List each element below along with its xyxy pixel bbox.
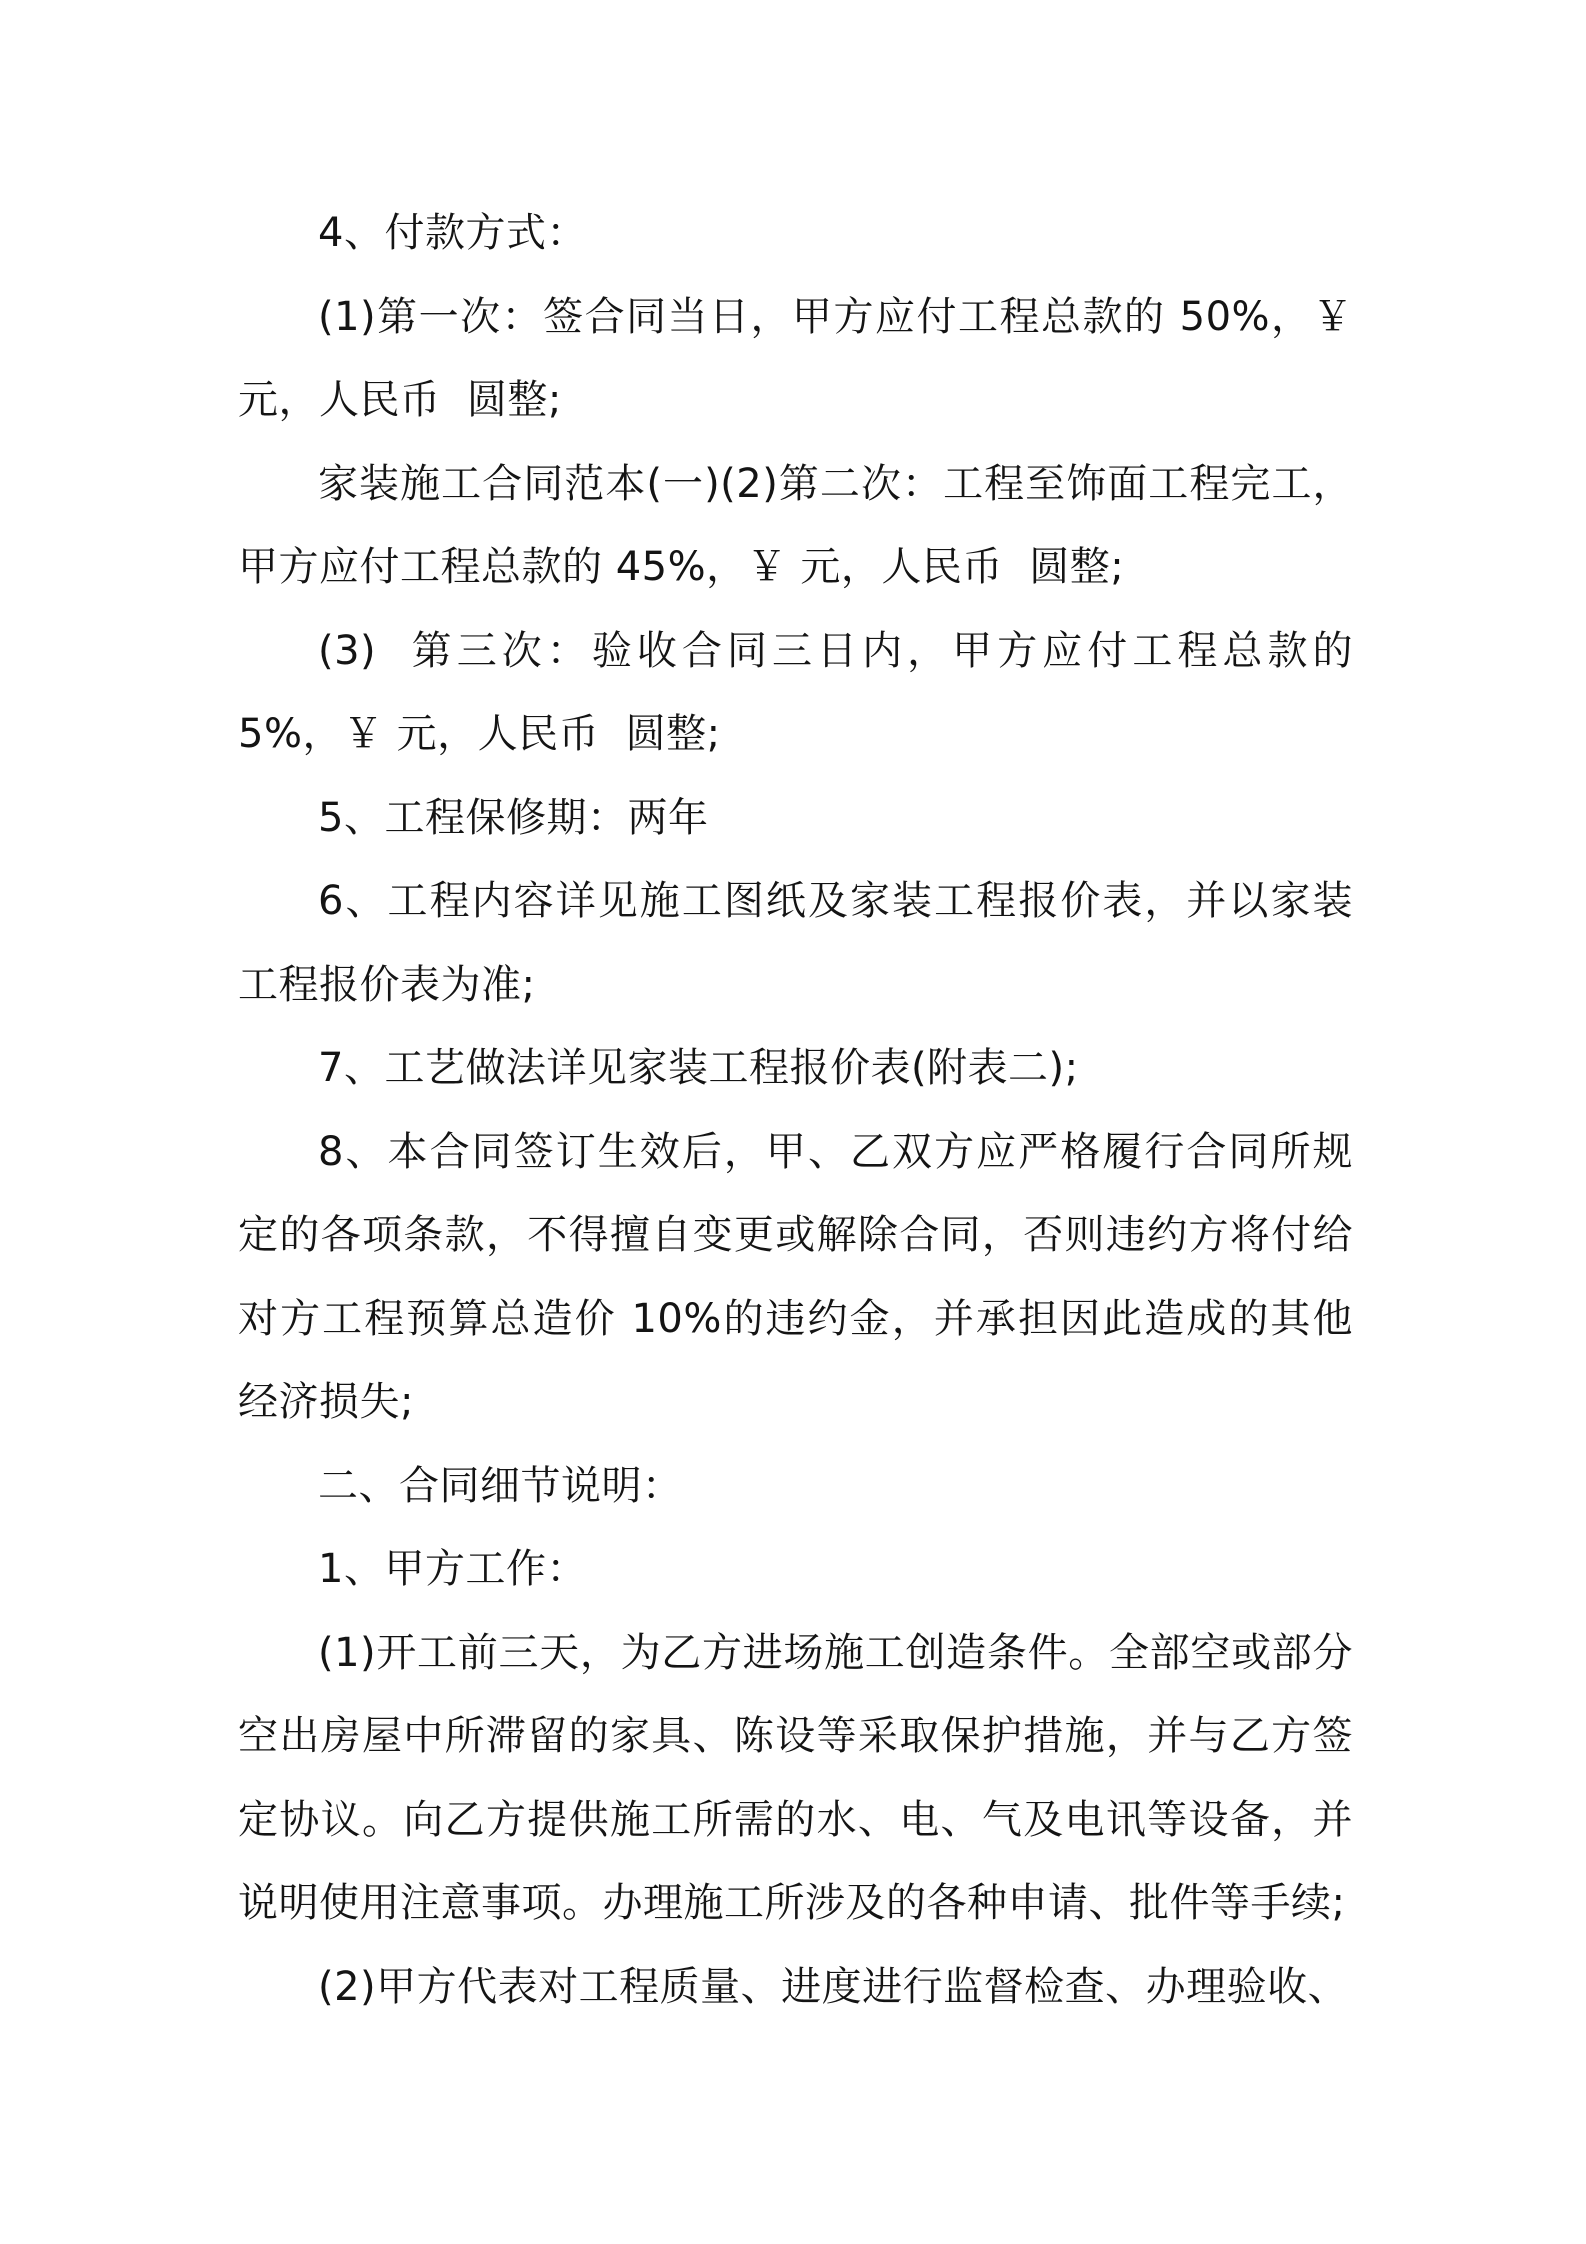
contract-details-heading: 二、合同细节说明： bbox=[318, 1462, 683, 1509]
payment-third-installment: (3) 第三次：验收合同三日内，甲方应付工程总款的 5%，￥ 元，人民币 圆整; bbox=[238, 627, 1367, 757]
document-body bbox=[238, 192, 1367, 2029]
breach-penalty-clause: 8、本合同签订生效后，甲、乙双方应严格履行合同所规定的各项条款，不得擅自变更或解除合同，否则违约方将付给对方工程预算总造价 10%的违约金，并承担因此造成的其他经济损失; bbox=[238, 1128, 1353, 1425]
work-content-clause: 6、工程内容详见施工图纸及家装工程报价表，并以家装工程报价表为准; bbox=[238, 878, 1353, 1008]
payment-first-installment: (1)第一次：签合同当日，甲方应付工程总款的 50%，￥ 元，人民币 圆整; bbox=[238, 293, 1367, 423]
warranty-period-clause: 5、工程保修期：两年 bbox=[318, 794, 709, 841]
craft-method-clause: 7、工艺做法详见家装工程报价表(附表二); bbox=[318, 1045, 1079, 1091]
party-a-duty-2: (2)甲方代表对工程质量、进度进行监督检查、办理验收、 bbox=[318, 1963, 1349, 2010]
payment-method-heading: 4、付款方式： bbox=[318, 210, 587, 256]
party-a-duty-1: (1)开工前三天，为乙方进场施工创造条件。全部空或部分空出房屋中所滞留的家具、陈设等采取保护措施，并与乙方签定协议。向乙方提供施工所需的水、电、气及电讯等设备，并说明使用注意事项。办理施工所涉及的各种申请、批件等手续; bbox=[238, 1629, 1353, 1926]
party-a-duties-heading: 1、甲方工作： bbox=[318, 1546, 587, 1592]
payment-second-installment: 家装施工合同范本(一)(2)第二次：工程至饰面工程完工，甲方应付工程总款的 45%，￥ 元，人民币 圆整; bbox=[238, 460, 1353, 590]
